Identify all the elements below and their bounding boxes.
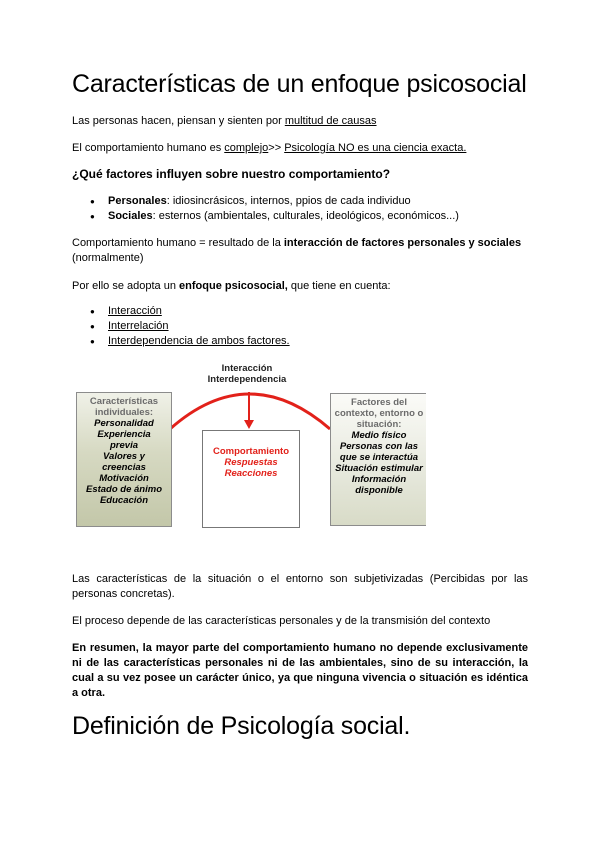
context-factors-box bbox=[330, 393, 426, 526]
factor-label: Personales bbox=[108, 195, 167, 207]
arrow-head bbox=[244, 420, 254, 429]
psychosocial-diagram bbox=[72, 363, 426, 530]
link-complejo[interactable]: complejo bbox=[224, 142, 269, 154]
box-item: que se interactúa bbox=[339, 452, 419, 463]
heading-definicion: Definición de Psicología social. bbox=[72, 712, 411, 740]
behavior-title: Comportamiento bbox=[213, 446, 289, 457]
label-interaccion: Interacción bbox=[221, 363, 273, 374]
behavior-content bbox=[203, 446, 299, 479]
factor-label: Sociales bbox=[108, 210, 153, 222]
box-item: creencias bbox=[102, 462, 146, 473]
box-item: Personas con las bbox=[339, 441, 419, 452]
box-title bbox=[331, 397, 426, 430]
question-heading: ¿Qué factores influyen sobre nuestro comportamiento? bbox=[72, 167, 391, 181]
list-item bbox=[108, 194, 459, 209]
heading-enfoque-psicosocial: Características de un enfoque psicosocial bbox=[72, 70, 527, 98]
paragraph-text: Las personas hacen, piensan y sienten por bbox=[72, 115, 285, 127]
box-item: Estado de ánimo bbox=[85, 484, 162, 495]
paragraph-text: Comportamiento humano = resultado de la bbox=[72, 237, 284, 249]
link-psicologia-no-exacta[interactable]: Psicología NO es una ciencia exacta. bbox=[284, 142, 467, 154]
box-item: Situación estimular bbox=[335, 463, 423, 474]
box-title-line: contexto, entorno o bbox=[334, 408, 424, 419]
list-item[interactable]: ● Interdependencia de ambos factores. bbox=[108, 334, 290, 349]
separator-text: >> bbox=[268, 142, 285, 154]
paragraph-complejo bbox=[72, 141, 528, 156]
box-title-line: individuales: bbox=[94, 407, 154, 418]
paragraph-text: El comportamiento humano es bbox=[72, 142, 225, 154]
box-item: Reacciones bbox=[224, 468, 278, 479]
paragraph-text: que tiene en cuenta: bbox=[287, 280, 391, 292]
box-item: Respuestas bbox=[224, 457, 278, 468]
paragraph-resultado bbox=[72, 236, 528, 266]
box-item: Educación bbox=[99, 495, 149, 506]
aspects-list bbox=[72, 304, 290, 349]
list-item[interactable]: ● Interacción bbox=[108, 304, 290, 319]
box-item: Motivación bbox=[99, 473, 149, 484]
behavior-box bbox=[202, 430, 300, 528]
box-item: Experiencia bbox=[97, 429, 151, 440]
factors-list bbox=[72, 194, 459, 224]
summary-paragraph: En resumen, la mayor parte del comportamiento humano no depende exclusivamente ni de las características personales ni de las ambientales, sino de su interacción, la cual a su vez posee un carácter único, ya que ninguna vivencia o situación es idéntica a otra. bbox=[72, 642, 528, 699]
label-interdependencia: Interdependencia bbox=[207, 374, 287, 385]
paragraph-proceso: El proceso depende de las características personales y de la transmisión del contexto bbox=[72, 615, 491, 627]
paragraph-subjetivizadas: Las características de la situación o el entorno son subjetivizadas (Percibidas por las personas concretas). bbox=[72, 573, 528, 600]
list-item[interactable]: ● Interrelación bbox=[108, 319, 290, 334]
interaction-label bbox=[187, 363, 307, 385]
box-item: disponible bbox=[355, 485, 403, 496]
box-item: Medio físico bbox=[351, 430, 407, 441]
factor-desc: : idiosincrásicos, internos, ppios de cada individuo bbox=[166, 195, 411, 207]
bold-text: enfoque psicosocial, bbox=[179, 280, 288, 292]
box-title-line: Características bbox=[89, 396, 159, 407]
bold-text: interacción de factores personales y sociales bbox=[283, 237, 522, 249]
paragraph-text: Por ello se adopta un bbox=[72, 280, 180, 292]
paragraph-text: (normalmente) bbox=[72, 252, 144, 264]
box-item: Personalidad bbox=[94, 418, 154, 429]
list-item bbox=[108, 209, 459, 224]
link-multitud-causas[interactable]: multitud de causas bbox=[284, 115, 377, 127]
individual-characteristics-box bbox=[76, 392, 172, 527]
factor-desc: : esternos (ambientales, culturales, ideológicos, económicos...) bbox=[152, 210, 459, 222]
box-item: Información bbox=[351, 474, 407, 485]
paragraph-enfoque bbox=[72, 279, 528, 294]
box-item: previa bbox=[110, 440, 138, 451]
box-item: Valores y bbox=[103, 451, 145, 462]
box-title-line: situación: bbox=[356, 419, 402, 430]
box-title bbox=[77, 396, 171, 418]
paragraph-causas bbox=[72, 114, 528, 129]
box-title-line: Factores del bbox=[351, 397, 407, 408]
